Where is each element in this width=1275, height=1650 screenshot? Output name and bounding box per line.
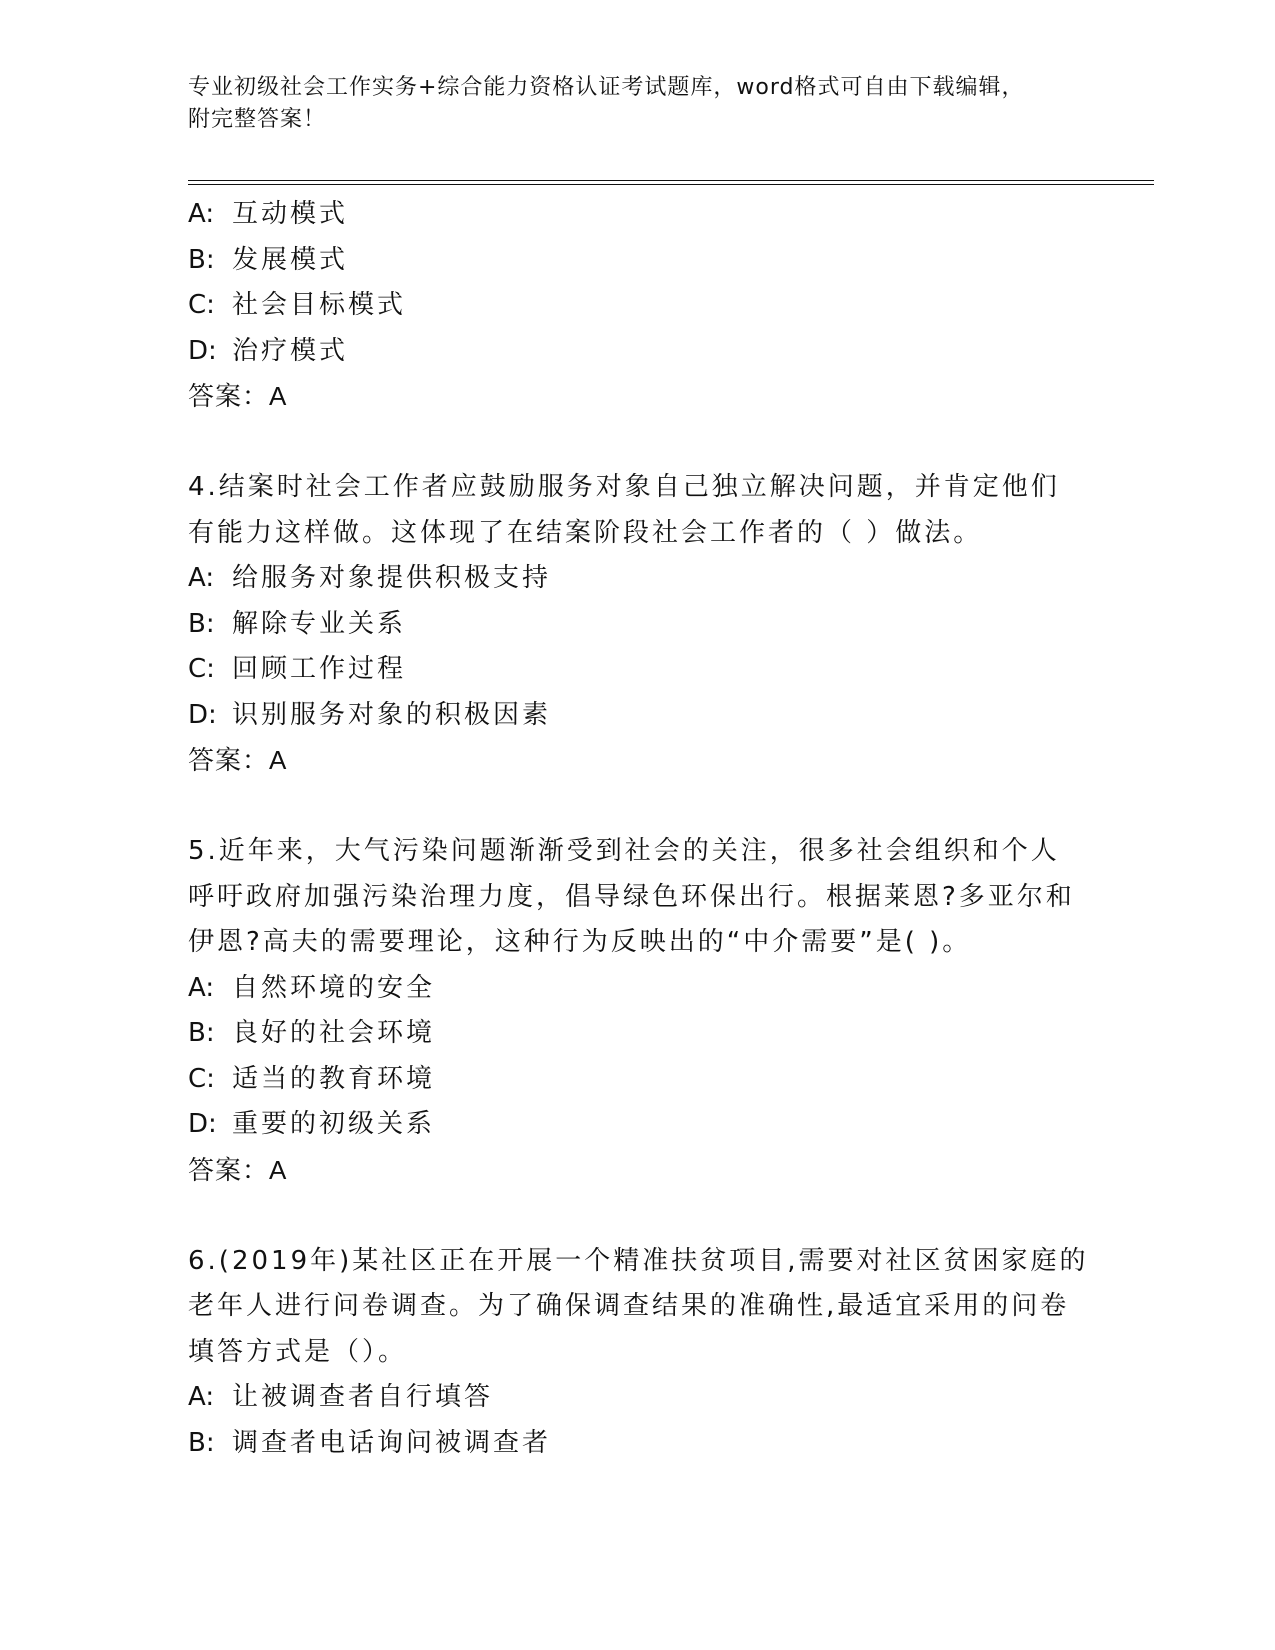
header-line-1: 专业初级社会工作实务+综合能力资格认证考试题库，word格式可自由下载编辑， bbox=[188, 75, 1025, 100]
option-b bbox=[188, 1011, 1088, 1057]
question-list bbox=[188, 192, 1088, 1466]
question-4 bbox=[188, 465, 1088, 784]
option-c bbox=[188, 283, 1088, 329]
option-text: 互动模式 bbox=[232, 199, 349, 229]
option-c bbox=[188, 1057, 1088, 1103]
option-text: 治疗模式 bbox=[232, 335, 349, 366]
option-letter: D: bbox=[188, 1109, 217, 1139]
option-text: 回顾工作过程 bbox=[232, 654, 407, 684]
option-letter: B: bbox=[188, 608, 215, 639]
option-letter: A: bbox=[188, 199, 215, 229]
option-letter: C: bbox=[188, 290, 215, 320]
option-letter: B: bbox=[188, 244, 215, 275]
option-text: 社会目标模式 bbox=[232, 290, 407, 320]
option-d bbox=[188, 1102, 1088, 1148]
spacer bbox=[188, 784, 1088, 830]
answer-line: 答案：A bbox=[188, 381, 288, 411]
question-text-line: 5.近年来，大气污染问题渐渐受到社会的关注，很多社会组织和个人 bbox=[188, 836, 1060, 866]
option-letter: D: bbox=[188, 335, 217, 366]
header-line-2: 附完整答案！ bbox=[188, 107, 327, 132]
option-text: 重要的初级关系 bbox=[232, 1109, 436, 1139]
document-header bbox=[188, 72, 1088, 136]
option-text: 自然环境的安全 bbox=[232, 972, 436, 1003]
option-c bbox=[188, 647, 1088, 693]
spacer bbox=[188, 420, 1088, 466]
option-b bbox=[188, 1421, 1088, 1467]
option-letter: A: bbox=[188, 972, 215, 1003]
option-letter: B: bbox=[188, 1427, 215, 1458]
option-letter: A: bbox=[188, 563, 215, 593]
option-d bbox=[188, 693, 1088, 739]
option-b bbox=[188, 238, 1088, 284]
option-text: 调查者电话询问被调查者 bbox=[232, 1427, 552, 1458]
header-divider-top bbox=[188, 180, 1154, 181]
option-text: 发展模式 bbox=[232, 244, 349, 275]
option-a bbox=[188, 1375, 1088, 1421]
option-letter: C: bbox=[188, 1063, 215, 1094]
answer-line: 答案：A bbox=[188, 745, 288, 775]
option-text: 让被调查者自行填答 bbox=[232, 1382, 494, 1412]
spacer bbox=[188, 1193, 1088, 1239]
option-text: 良好的社会环境 bbox=[232, 1018, 436, 1048]
answer-line: 答案：A bbox=[188, 1154, 288, 1185]
question-text-line: 呼吁政府加强污染治理力度，倡导绿色环保出行。根据莱恩?多亚尔和 bbox=[188, 881, 1075, 912]
question-text-line: 6.(2019年)某社区正在开展一个精准扶贫项目,需要对社区贫困家庭的 bbox=[188, 1245, 1089, 1276]
option-d bbox=[188, 329, 1088, 375]
question-3 bbox=[188, 192, 1088, 420]
option-text: 给服务对象提供积极支持 bbox=[232, 563, 552, 593]
question-6 bbox=[188, 1239, 1088, 1467]
question-text-line: 填答方式是（）。 bbox=[188, 1336, 408, 1367]
option-a bbox=[188, 556, 1088, 602]
option-letter: D: bbox=[188, 699, 217, 730]
option-text: 解除专业关系 bbox=[232, 608, 407, 639]
option-text: 适当的教育环境 bbox=[232, 1063, 436, 1094]
option-text: 识别服务对象的积极因素 bbox=[232, 699, 552, 730]
question-text-line: 4.结案时社会工作者应鼓励服务对象自己独立解决问题，并肯定他们 bbox=[188, 472, 1060, 502]
header-divider-bottom bbox=[188, 184, 1154, 185]
question-text-line: 伊恩?高夫的需要理论，这种行为反映出的“中介需要”是( )。 bbox=[188, 927, 972, 957]
option-a bbox=[188, 966, 1088, 1012]
option-letter: A: bbox=[188, 1382, 215, 1412]
question-5 bbox=[188, 829, 1088, 1193]
option-letter: B: bbox=[188, 1018, 215, 1048]
question-text-line: 老年人进行问卷调查。为了确保调查结果的准确性,最适宜采用的问卷 bbox=[188, 1291, 1070, 1321]
option-letter: C: bbox=[188, 654, 215, 684]
question-text-line: 有能力这样做。这体现了在结案阶段社会工作者的（ ）做法。 bbox=[188, 517, 983, 548]
option-b bbox=[188, 602, 1088, 648]
option-a bbox=[188, 192, 1088, 238]
